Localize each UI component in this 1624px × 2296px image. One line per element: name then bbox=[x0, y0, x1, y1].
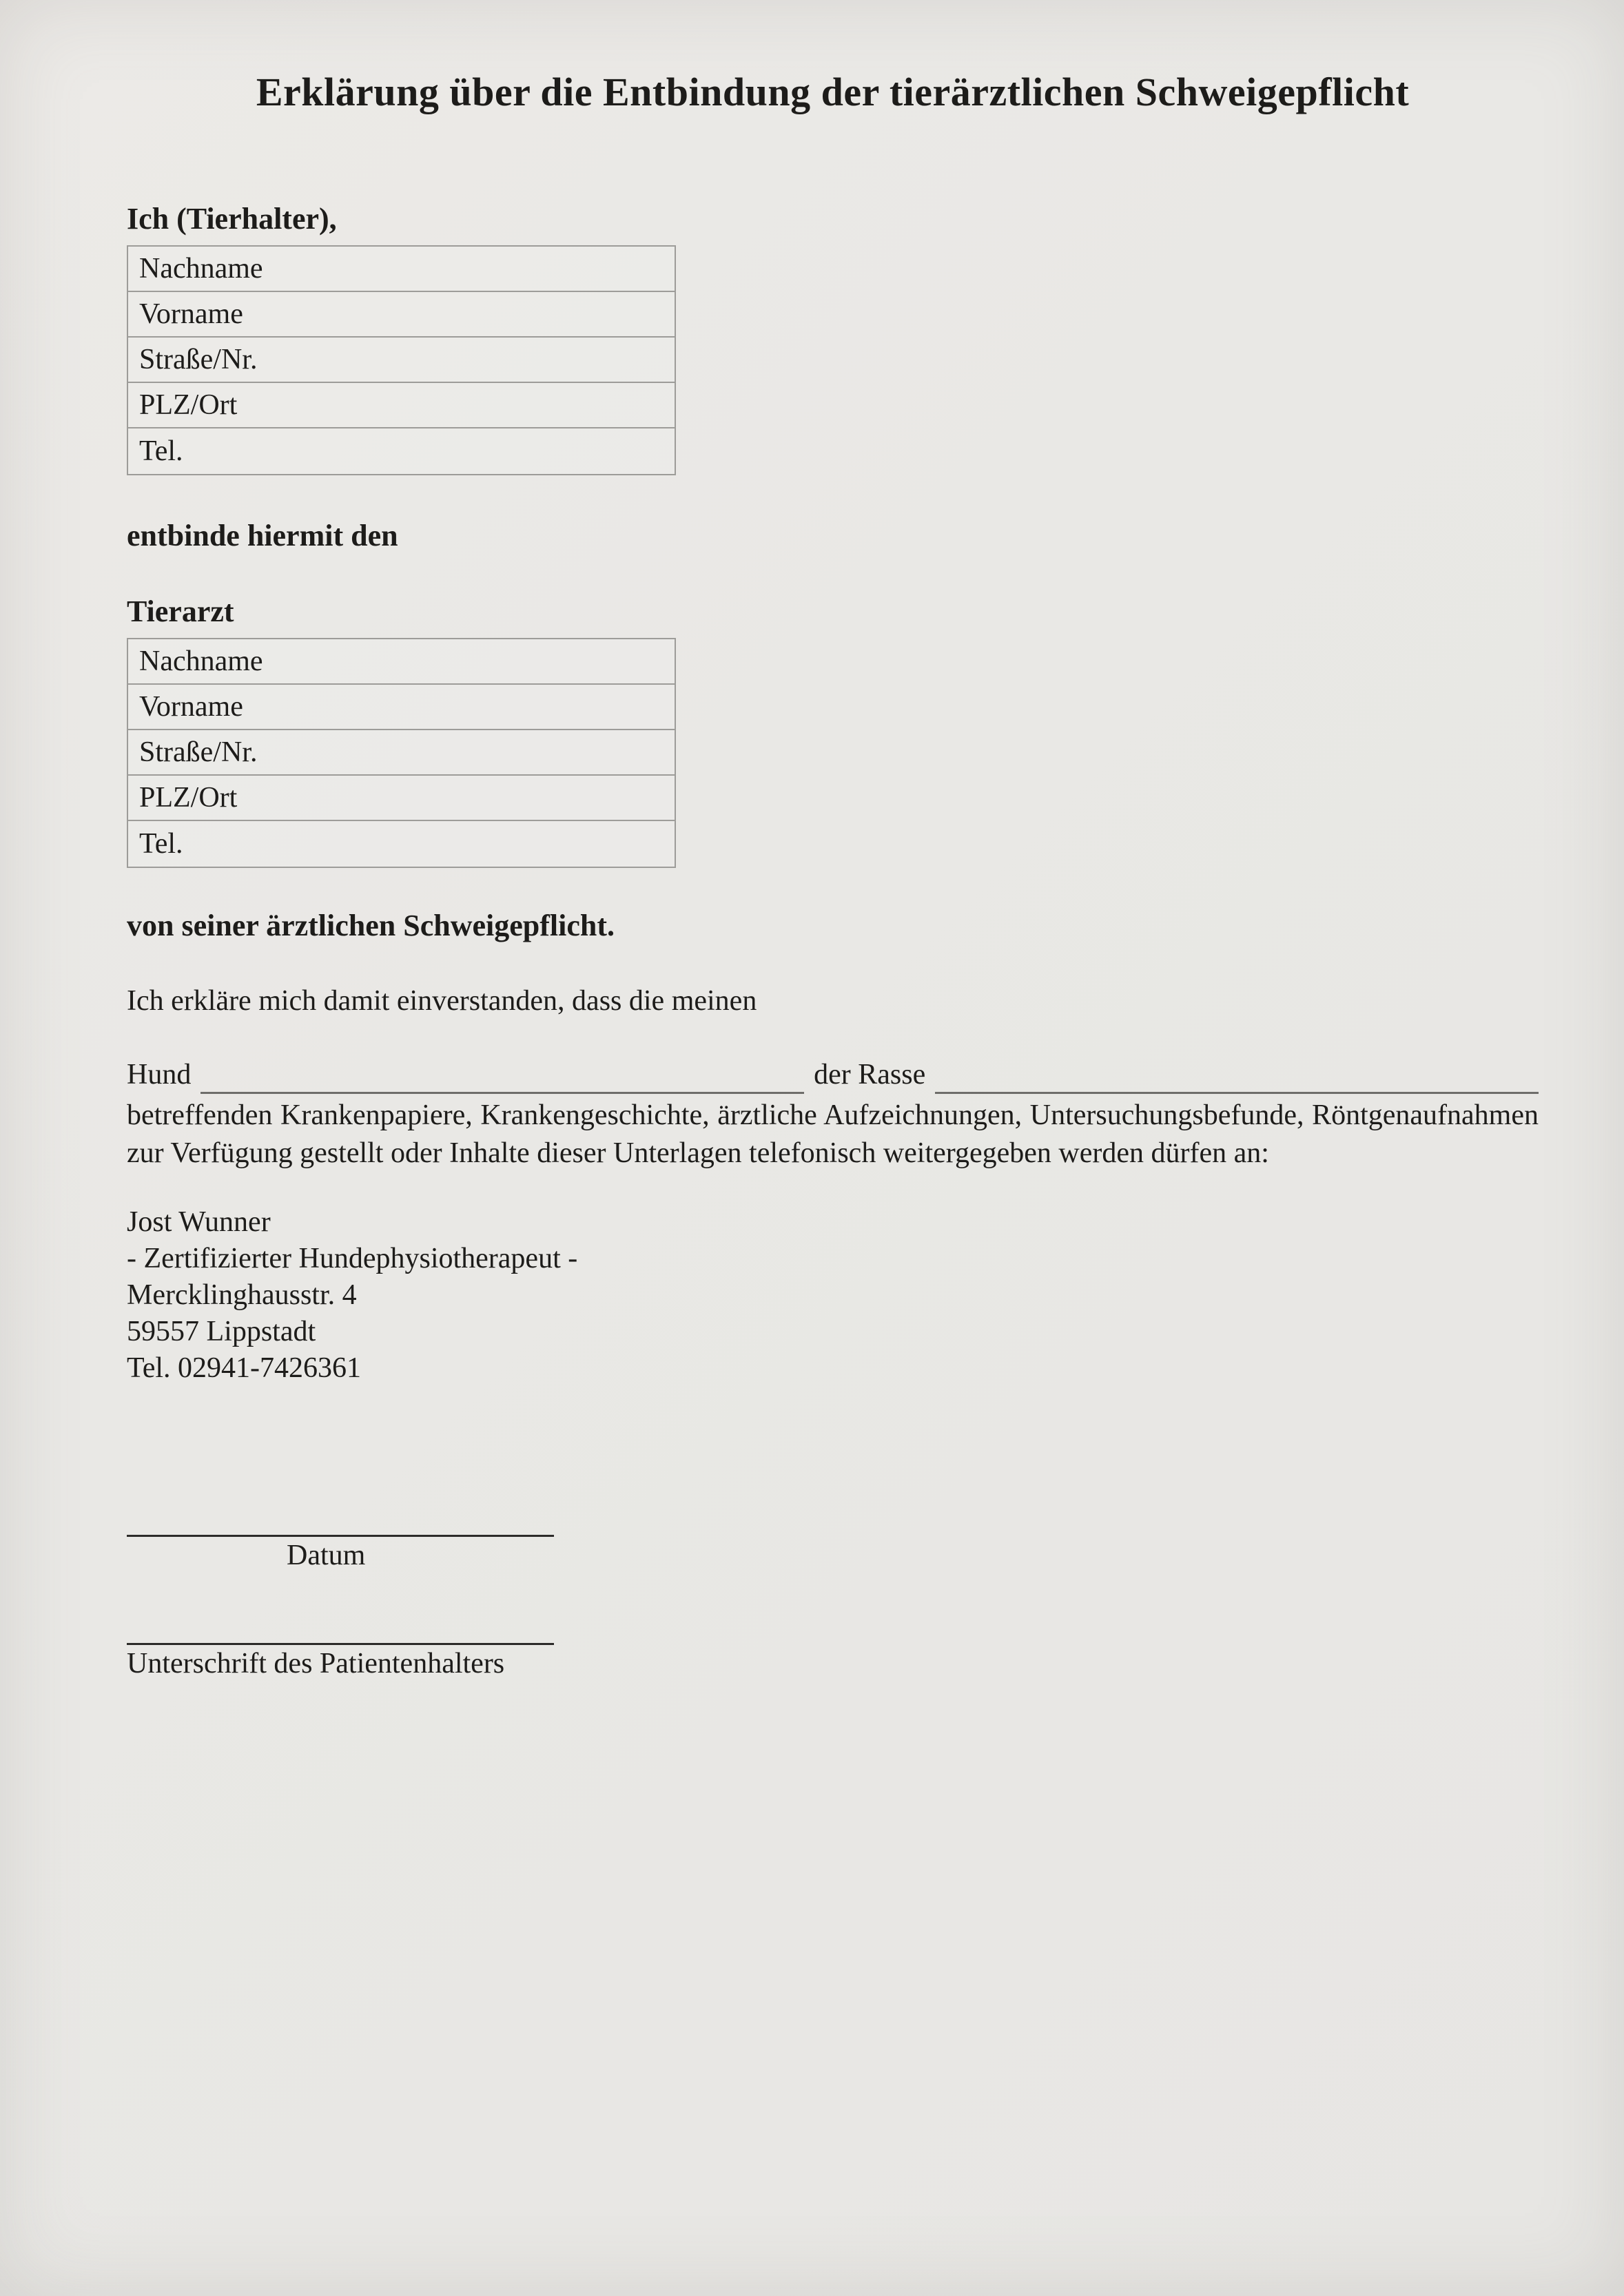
owner-signature-area bbox=[127, 1617, 1539, 1683]
tierhalter-nachname-field[interactable] bbox=[128, 247, 675, 292]
page-title: Erklärung über die Entbindung der tierärztlichen Schweigepflicht bbox=[256, 70, 1410, 114]
tierarzt-strasse-field[interactable] bbox=[128, 730, 675, 776]
tierhalter-heading: Ich (Tierhalter), bbox=[127, 202, 337, 236]
entbinde-text: entbinde hiermit den bbox=[127, 519, 398, 552]
consent-paragraph: betreffenden Krankenpapiere, Krankengeschichte, ärztliche Aufzeichnungen, Untersuchungsbefunde, Röntgenaufnahmen zur Verfügung gestellt oder Inhalte dieser Unterlagen telefonisch weitergegeben werden dürfen an: bbox=[127, 1099, 1539, 1169]
field-label-strasse: Straße/Nr. bbox=[139, 736, 258, 768]
field-label-nachname: Nachname bbox=[139, 645, 263, 677]
contact-block bbox=[127, 1204, 1539, 1387]
contact-name: Jost Wunner bbox=[127, 1206, 271, 1238]
rasse-label: der Rasse bbox=[814, 1059, 926, 1090]
hund-label: Hund bbox=[127, 1059, 192, 1090]
tierarzt-table bbox=[127, 638, 676, 868]
tierhalter-tel-field[interactable] bbox=[128, 428, 675, 474]
owner-signature-line[interactable] bbox=[127, 1617, 554, 1645]
contact-street: Mercklinghausstr. 4 bbox=[127, 1279, 357, 1311]
field-label-tel: Tel. bbox=[139, 828, 183, 860]
date-signature-area bbox=[127, 1509, 1539, 1575]
field-label-tel: Tel. bbox=[139, 435, 183, 467]
field-label-vorname: Vorname bbox=[139, 691, 243, 723]
hund-rasse-line bbox=[127, 1056, 1539, 1094]
hund-field[interactable] bbox=[201, 1064, 804, 1094]
date-label: Datum bbox=[287, 1540, 366, 1571]
contact-city: 59557 Lippstadt bbox=[127, 1316, 316, 1347]
tierarzt-tel-field[interactable] bbox=[128, 821, 675, 867]
tierhalter-plzort-field[interactable] bbox=[128, 383, 675, 428]
field-label-nachname: Nachname bbox=[139, 253, 263, 285]
tierhalter-strasse-field[interactable] bbox=[128, 338, 675, 383]
contact-title: - Zertifizierter Hundephysiotherapeut - bbox=[127, 1243, 578, 1274]
schweigepflicht-text: von seiner ärztlichen Schweigepflicht. bbox=[127, 909, 615, 942]
tierarzt-plzort-field[interactable] bbox=[128, 776, 675, 821]
field-label-plzort: PLZ/Ort bbox=[139, 389, 238, 421]
tierhalter-vorname-field[interactable] bbox=[128, 292, 675, 338]
rasse-field[interactable] bbox=[935, 1064, 1539, 1094]
tierarzt-heading: Tierarzt bbox=[127, 594, 234, 628]
tierarzt-nachname-field[interactable] bbox=[128, 639, 675, 685]
tierarzt-vorname-field[interactable] bbox=[128, 685, 675, 730]
field-label-plzort: PLZ/Ort bbox=[139, 782, 238, 814]
einverstanden-text: Ich erkläre mich damit einverstanden, dass die meinen bbox=[127, 985, 757, 1017]
date-signature-line[interactable] bbox=[127, 1509, 554, 1537]
tierhalter-table bbox=[127, 245, 676, 475]
contact-phone: Tel. 02941-7426361 bbox=[127, 1352, 362, 1384]
owner-signature-label: Unterschrift des Patientenhalters bbox=[127, 1648, 505, 1679]
field-label-vorname: Vorname bbox=[139, 298, 243, 330]
field-label-strasse: Straße/Nr. bbox=[139, 344, 258, 375]
